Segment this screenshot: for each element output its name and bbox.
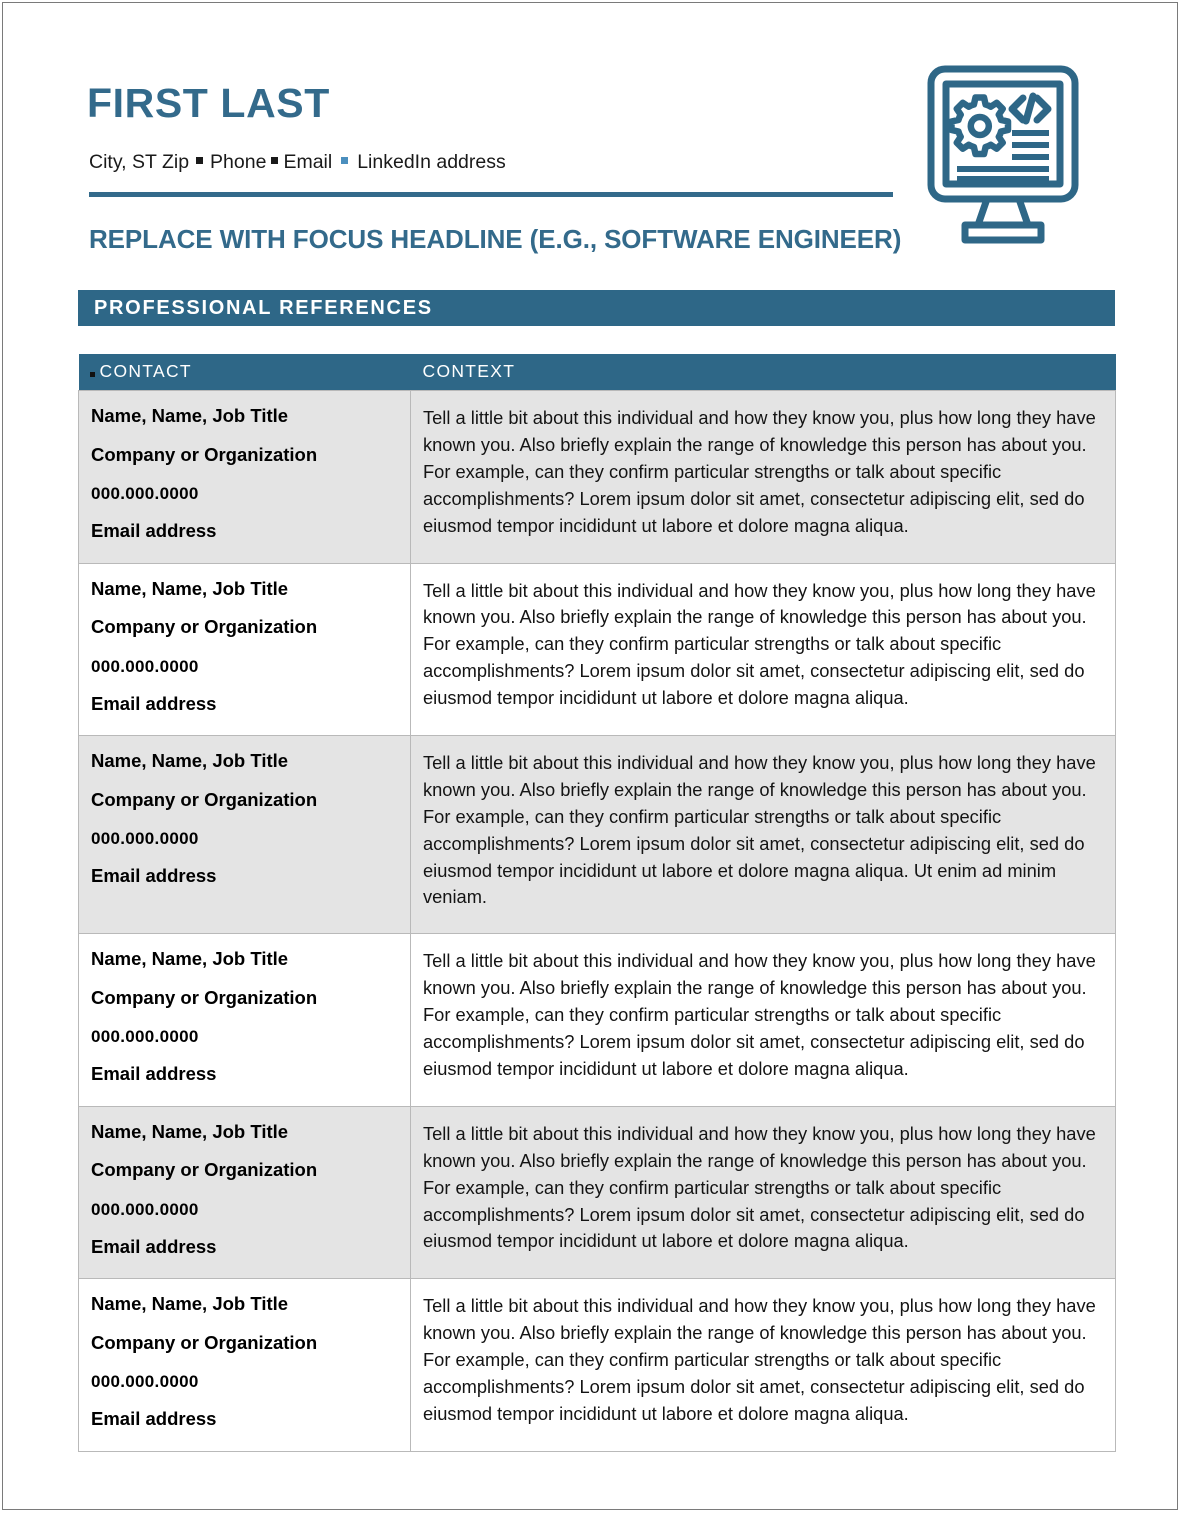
column-header-contact — [79, 354, 411, 391]
reference-email: Email address — [91, 1235, 217, 1257]
reference-phone: 000.000.0000 — [91, 656, 199, 676]
table-row — [79, 1279, 1116, 1452]
reference-phone: 000.000.0000 — [91, 1372, 199, 1392]
section-banner-professional-references — [78, 290, 1115, 326]
reference-context-cell — [411, 934, 1116, 1107]
table-row — [79, 934, 1116, 1107]
table-body — [79, 391, 1116, 1452]
reference-organization: Company or Organization — [91, 443, 318, 465]
reference-contact-cell — [79, 934, 411, 1107]
monitor-gear-code-icon — [923, 61, 1083, 246]
table-row — [79, 736, 1116, 934]
resume-page — [2, 2, 1178, 1510]
focus-headline: REPLACE WITH FOCUS HEADLINE (E.G., SOFTWARE ENGINEER) — [89, 224, 902, 254]
reference-email: Email address — [91, 1408, 217, 1430]
reference-email: Email address — [91, 692, 217, 714]
document-header — [3, 3, 1177, 263]
reference-phone: 000.000.0000 — [91, 1199, 199, 1219]
bullet-separator-icon — [196, 157, 203, 164]
reference-contact-cell — [79, 563, 411, 736]
reference-email: Email address — [91, 865, 217, 886]
contact-linkedin[interactable]: LinkedIn address — [357, 151, 506, 173]
contact-location: City, ST Zip — [89, 151, 190, 173]
reference-name: Name, Name, Job Title — [91, 750, 289, 771]
reference-contact-cell — [79, 1106, 411, 1279]
reference-context-cell — [411, 391, 1116, 564]
table-header — [79, 354, 1116, 391]
reference-phone: 000.000.0000 — [91, 484, 199, 503]
bullet-separator-icon — [271, 157, 278, 164]
reference-context-cell — [411, 736, 1116, 934]
references-table — [78, 354, 1116, 1452]
reference-email: Email address — [91, 1063, 217, 1085]
reference-contact-cell — [79, 736, 411, 934]
bullet-separator-blue-icon — [341, 157, 348, 164]
reference-context-text: Tell a little bit about this individual and how they know you, plus how long they have known you. Also briefly explain the range of knowledge this person has about you. For example, can they confirm particular strengths or talk about specific accomplishments? Lorem ipsum dolor sit amet, consectetur adipiscing elit, sed do eiusmod tempor incididunt ut labore et dolore magna aliqua. — [423, 579, 1096, 709]
reference-phone: 000.000.0000 — [91, 1027, 199, 1047]
dot-mark-icon — [90, 372, 95, 377]
reference-name: Name, Name, Job Title — [91, 1120, 289, 1142]
page-title: FIRST LAST — [87, 80, 330, 126]
reference-context-text: Tell a little bit about this individual and how they know you, plus how long they have known you. Also briefly explain the range of knowledge this person has about you. For example, can they confirm particular strengths or talk about specific accomplishments? Lorem ipsum dolor sit amet, consectetur adipiscing elit, sed do eiusmod tempor incididunt ut labore et dolore magna aliqua. — [423, 1295, 1096, 1424]
reference-name: Name, Name, Job Title — [91, 577, 289, 599]
reference-name: Name, Name, Job Title — [91, 1293, 289, 1315]
section-title: PROFESSIONAL REFERENCES — [94, 296, 433, 319]
reference-contact-cell — [79, 391, 411, 564]
reference-phone: 000.000.0000 — [91, 829, 199, 848]
reference-organization: Company or Organization — [91, 986, 318, 1008]
reference-context-text: Tell a little bit about this individual and how they know you, plus how long they have known you. Also briefly explain the range of knowledge this person has about you. For example, can they confirm particular strengths or talk about specific accomplishments? Lorem ipsum dolor sit amet, consectetur adipiscing elit, sed do eiusmod tempor incididunt ut labore et dolore magna aliqua. — [423, 1122, 1096, 1252]
contact-line — [89, 153, 506, 173]
reference-context-text: Tell a little bit about this individual and how they know you, plus how long they have known you. Also briefly explain the range of knowledge this person has about you. For example, can they confirm particular strengths or talk about specific accomplishments? Lorem ipsum dolor sit amet, consectetur adipiscing elit, sed do eiusmod tempor incididunt ut labore et dolore magna aliqua. Ut enim ad minim veniam. — [423, 752, 1096, 908]
column-header-context: CONTEXT — [411, 354, 1116, 391]
contact-phone: Phone — [210, 151, 267, 173]
reference-context-cell — [411, 1279, 1116, 1452]
reference-name: Name, Name, Job Title — [91, 405, 289, 426]
reference-organization: Company or Organization — [91, 616, 318, 637]
reference-organization: Company or Organization — [91, 1331, 318, 1353]
reference-context-text: Tell a little bit about this individual and how they know you, plus how long they have known you. Also briefly explain the range of knowledge this person has about you. For example, can they confirm particular strengths or talk about specific accomplishments? Lorem ipsum dolor sit amet, consectetur adipiscing elit, sed do eiusmod tempor incididunt ut labore et dolore magna aliqua. — [423, 407, 1096, 536]
reference-name: Name, Name, Job Title — [91, 948, 289, 970]
header-divider — [89, 192, 893, 197]
reference-email: Email address — [91, 520, 217, 541]
column-header-contact-label: CONTACT — [99, 361, 192, 381]
reference-context-text: Tell a little bit about this individual and how they know you, plus how long they have known you. Also briefly explain the range of knowledge this person has about you. For example, can they confirm particular strengths or talk about specific accomplishments? Lorem ipsum dolor sit amet, consectetur adipiscing elit, sed do eiusmod tempor incididunt ut labore et dolore magna aliqua. — [423, 950, 1096, 1079]
table-row — [79, 391, 1116, 564]
reference-context-cell — [411, 1106, 1116, 1279]
contact-email: Email — [283, 151, 333, 173]
table-row — [79, 1106, 1116, 1279]
table-row — [79, 563, 1116, 736]
reference-contact-cell — [79, 1279, 411, 1452]
table-header-row — [79, 354, 1116, 391]
reference-context-cell — [411, 563, 1116, 736]
reference-organization: Company or Organization — [91, 1159, 318, 1181]
reference-organization: Company or Organization — [91, 788, 318, 810]
